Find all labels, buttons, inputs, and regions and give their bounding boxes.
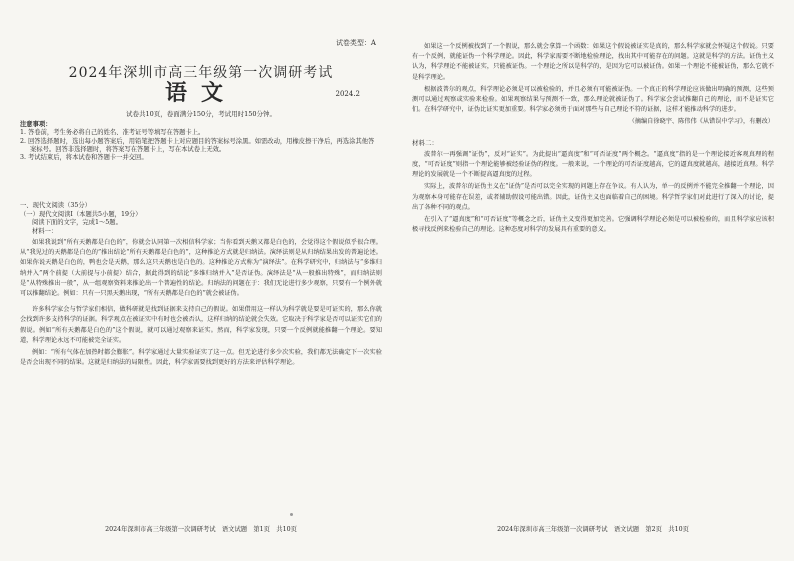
passage-paragraph: 如果这一个反例被找到了一个假说，那么就会拿算一个函数：如果这个假说被证实是真的，那么科学家就会怀疑这个假说。只要有一个反例，就能证伪一个科学理论。因此，科学家需要不断地检验理论，找出其中可能存在的问题。这就是科学的方法。证伪主义认为，科学理论不能被证实，只能被证伪。一个理论之所以是科学的，是因为它可以被证伪。如果一个理论不能被证伪，那么它就不是科学理论。 <box>412 43 774 81</box>
notice-item: 3. 考试结束后，将本试卷和答题卡一并交回。 <box>20 154 148 162</box>
page-footer: 2024年深圳市高三年级第一次调研考试 语文试题 第2页 共10页 <box>497 526 689 533</box>
exam-title: 2024年深圳市高三年级第一次调研考试 <box>68 65 334 81</box>
subject-heading: 语文 <box>164 80 237 106</box>
subsection-title: （一）现代文阅读I（本题共5小题，19分） <box>20 210 142 218</box>
section-header <box>20 202 380 236</box>
reading-instruction: 阅读下面的文字，完成1～5题。 <box>32 219 122 227</box>
notice-heading: 注意事项： <box>20 121 52 128</box>
passage-paragraph: 许多科学家会与哲学家们相信，做科研就是找到证据来支持自己的假说。如果借用这一样认为科学就是要是可证实的，那么你就会找到许多支持科学的证据。科学观点在被证实中有时也会被否认，这样归纳的结论就会失效。它取决于科学家是否可以证实它们的假说。例如“所有天鹅都是白色的”这个假说，就可以通过观察来证实。然而，科学家发现，只要一个反例就能推翻一个理论。要知道，科学理论永远不可能被完全证实。 <box>20 306 382 344</box>
section-title: 一、现代文阅读（35分） <box>20 202 91 209</box>
passage-paragraph: 实际上，波普尔的证伪主义在“证伪”是否可以完全实现的问题上存在争议。有人认为，单一的反例并不能完全推翻一个理论，因为观察本身可能存在误差，或者辅助假设可能出错。因此，证伪主义也面临着自己的困境。科学哲学家们对此进行了深入的讨论，提出了各种不同的观点。 <box>412 183 774 211</box>
passage-paragraph: 在引入了“逼真度”和“可否证度”等概念之后，证伪主义变得更加完善。它强调科学理论必须是可以被检验的，而且科学家应该积极寻找反例来检验自己的理论。这种态度对科学的发展具有重要的意义。 <box>412 216 774 234</box>
passage-paragraph: 例如：“所有气体在加热时都会膨胀”。科学家通过大量实验证实了这一点。但无论进行多少次实验，我们都无法确定下一次实验是否会出现不同的结果。这就是归纳法的局限性。因此，科学家需要找到更好的方法来评估科学理论。 <box>20 349 382 367</box>
page-info: 试卷共10页，卷面满分150分，考试用时150分钟。 <box>125 110 277 118</box>
page-footer: 2024年深圳市高三年级第一次调研考试 语文试题 第1页 共10页 <box>105 526 297 533</box>
source-citation: （摘编自徐晓宇、陈伟伟《从错误中学习》，有删改） <box>628 118 774 126</box>
exam-date: 2024.2 <box>335 90 360 98</box>
notice-item: 1. 答卷前，考生务必将自己的姓名、准考证号等填写在答题卡上。 <box>20 129 205 137</box>
exam-page-1 <box>20 30 382 535</box>
passage-paragraph: 波普尔一再强调“证伪”，反对“证实”。为此提出“逼真度”和“可否证度”两个概念。“逼真度”指的是一个理论接近客观真理的程度，“可否证度”则指一个理论能够被经验证伪的程度。一般来说，一个理论的可否证度越高，它的逼真度就越高，越接近真理。科学理论的发展就是一个不断提高逼真度的过程。 <box>412 150 774 179</box>
passage-paragraph: 根据波普尔的观点，科学理论必须是可以被检验的，并且必须有可能被证伪。一个真正的科学理论应该做出明确的预测，这些预测可以通过观察或实验来检验。如果观察结果与预测不一致，那么理论就被证伪了。科学家会尝试推翻自己的理论，而不是证实它们。在科学研究中，证伪比证实更加重要。科学家必须勇于面对那些与自己理论不符的证据，这样才能推动科学的进步。 <box>412 85 774 114</box>
passage-paragraph: 如果我说到“所有天鹅都是白色的”，你就会认同第一次相信科学家；当你看到天鹅又都是白色的，会觉得这个假说似乎很合理。从“我见过的天鹅都是白色的”推出结论“所有天鹅都是白色的”，这种推论方式就是归纳法。演绎法则是从归纳结果出发的普遍论述。如果你说天鹅是白色的，鸭也会是天鹅，那么这只天鹅也是白色的。这种推论方式称为“演绎法”。在科学研究中，归纳法与“多维归纳并入”两个前提（大前提与小前提）结合，据此得到的结论“多维归纳并入”是否证伪。演绎法是“从一般推出特殊”，而归纳法则是“从特殊推出一般”，从一组观察资料来推论出一个普遍性的结论。归纳法的问题在于：我们无论进行多少观察，只要有一个例外就可以推翻结论。例如：只有一只黑天鹅出现，“所有天鹅都是白色的”就会被证伪。 <box>20 239 382 298</box>
material-label: 材料二： <box>412 138 438 147</box>
passage-body <box>20 238 382 370</box>
passage-body <box>412 42 774 237</box>
notice-item: 2. 回答选择题时，选出每小题答案后，用铅笔把答题卡上对应题目的答案标号涂黑。如需改动，用橡皮擦干净后，再选涂其他答案标号。回答非选择题时，将答案写在答题卡上，写在本试卷上无效。 <box>20 137 375 153</box>
exam-page-2 <box>412 30 774 535</box>
material-label: 材料一： <box>32 227 58 235</box>
exam-type-label: 试卷类型：A <box>335 39 376 47</box>
scan-smudge <box>290 513 293 516</box>
notice-block <box>20 121 380 162</box>
